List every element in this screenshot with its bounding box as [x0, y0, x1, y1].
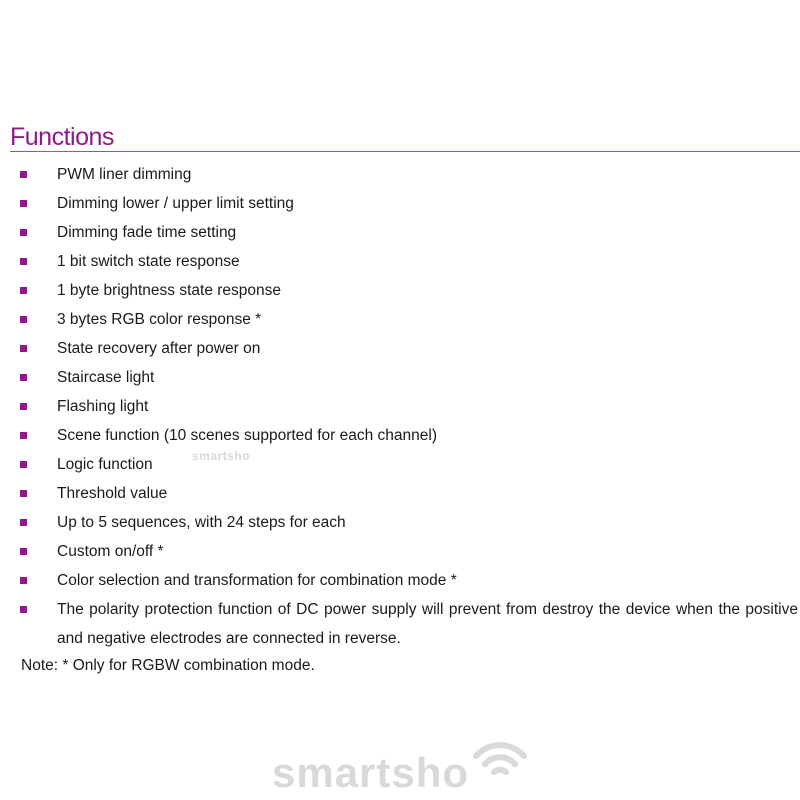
list-item [0, 160, 800, 189]
list-item-text: Dimming lower / upper limit setting [57, 195, 294, 212]
section-title: Functions [10, 123, 114, 151]
list-item-text: Up to 5 sequences, with 24 steps for each [57, 514, 346, 531]
square-bullet-icon [20, 258, 27, 265]
square-bullet-icon [20, 432, 27, 439]
square-bullet-icon [20, 403, 27, 410]
square-bullet-icon [20, 519, 27, 526]
list-item-text: 1 byte brightness state response [57, 282, 282, 299]
square-bullet-icon [20, 548, 27, 555]
list-item-text: Flashing light [57, 398, 149, 415]
list-item [0, 450, 800, 479]
square-bullet-icon [20, 461, 27, 468]
square-bullet-icon [20, 229, 27, 236]
list-item [0, 363, 800, 392]
list-item-text: Logic function [57, 456, 153, 473]
square-bullet-icon [20, 171, 27, 178]
list-item-text: 1 bit switch state response [57, 253, 240, 270]
list-item [0, 334, 800, 363]
list-item-text: Staircase light [57, 369, 155, 386]
list-item [0, 421, 800, 450]
list-item [0, 276, 800, 305]
square-bullet-icon [20, 606, 27, 613]
square-bullet-icon [20, 374, 27, 381]
list-item [0, 218, 800, 247]
list-item [0, 305, 800, 334]
list-item-text: Custom on/off * [57, 543, 164, 560]
wifi-icon [472, 738, 528, 778]
list-item-text: Dimming fade time setting [57, 224, 237, 241]
list-item-text: 3 bytes RGB color response * [57, 311, 262, 328]
watermark-large: smartsho [272, 749, 470, 796]
list-item [0, 537, 800, 566]
list-item [0, 479, 800, 508]
functions-list [0, 160, 800, 653]
list-item [0, 189, 800, 218]
watermark-small: smartsho [192, 449, 251, 463]
square-bullet-icon [20, 316, 27, 323]
footnote: Note: * Only for RGBW combination mode. [21, 657, 315, 674]
list-item-text: Scene function (10 scenes supported for each channel) [57, 427, 437, 444]
list-item-text: State recovery after power on [57, 340, 261, 357]
list-item-text: The polarity protection function of DC power supply will prevent from destroy the device when the positive and negative electrodes are connected in reverse. [57, 601, 798, 647]
list-item [0, 508, 800, 537]
square-bullet-icon [20, 345, 27, 352]
square-bullet-icon [20, 490, 27, 497]
list-item [0, 392, 800, 421]
list-item [0, 595, 800, 653]
list-item-text: Threshold value [57, 485, 168, 502]
square-bullet-icon [20, 577, 27, 584]
list-item [0, 566, 800, 595]
square-bullet-icon [20, 287, 27, 294]
square-bullet-icon [20, 200, 27, 207]
list-item [0, 247, 800, 276]
list-item-text: PWM liner dimming [57, 166, 192, 183]
title-divider [10, 151, 800, 152]
list-item-text: Color selection and transformation for combination mode * [57, 572, 457, 589]
